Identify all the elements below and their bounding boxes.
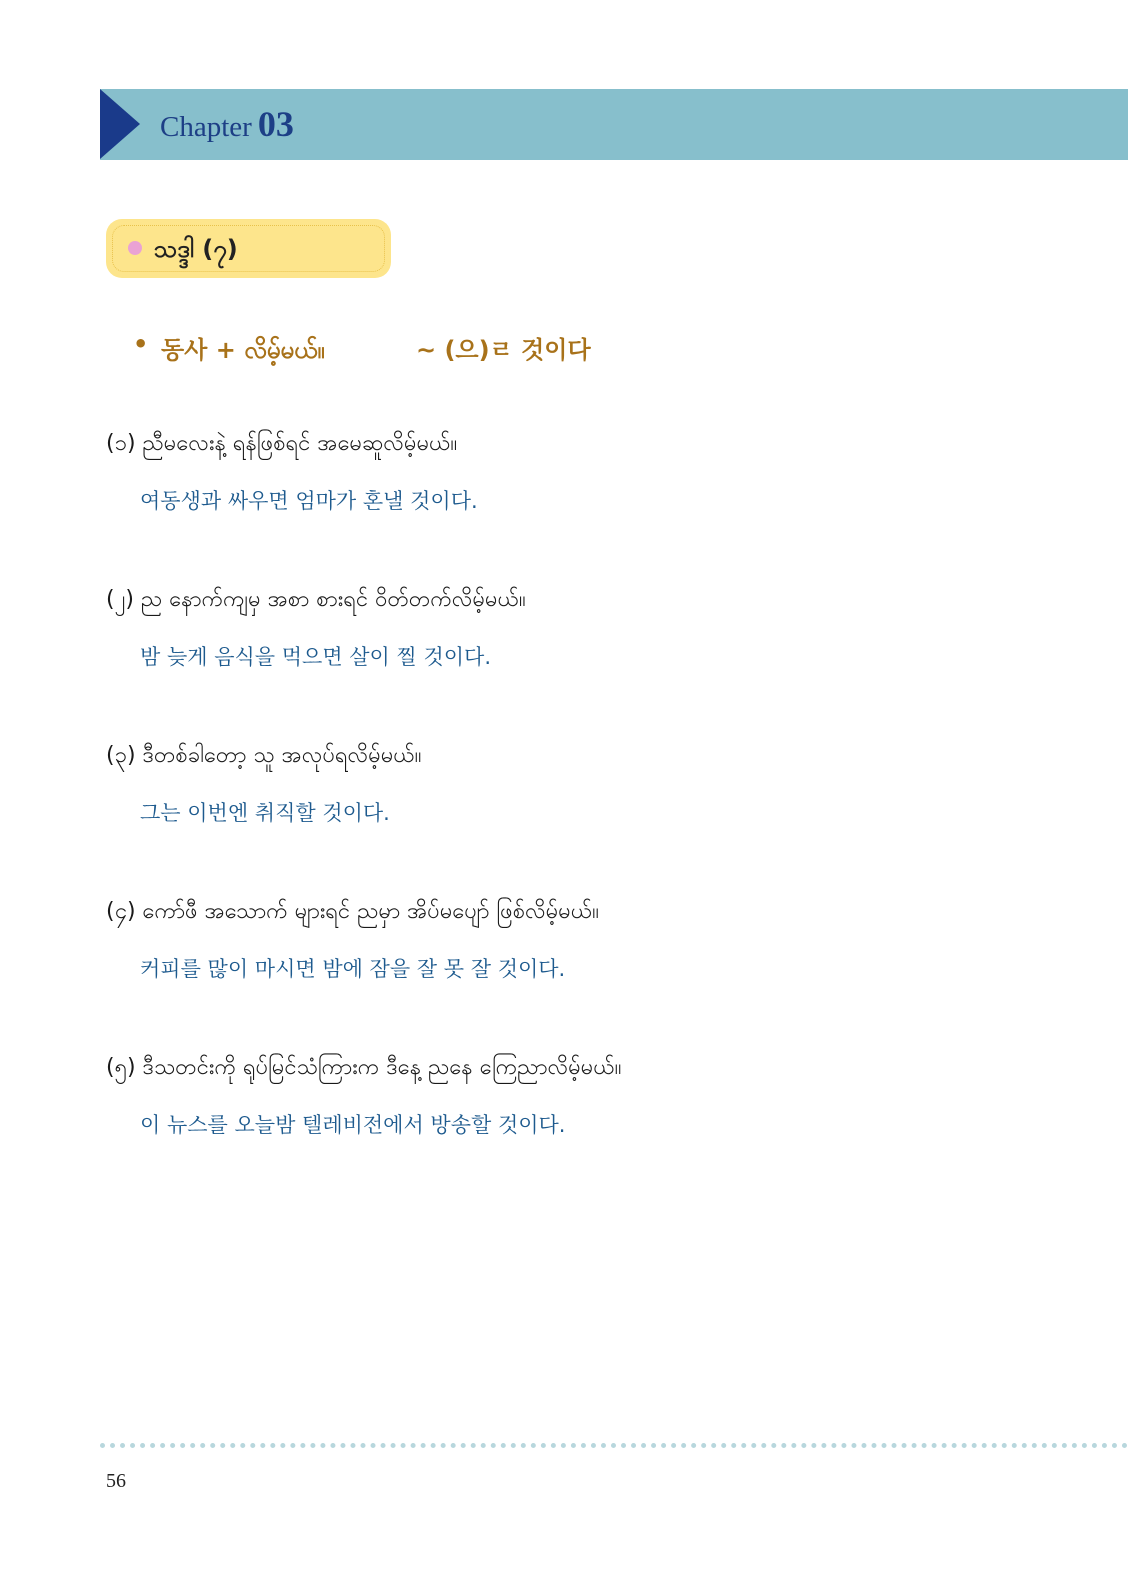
example-korean-translation: 밤 늦게 음식을 먹으면 살이 찔 것이다.	[140, 645, 492, 669]
chapter-title	[160, 103, 294, 145]
example-korean-translation: 이 뉴스를 오늘밤 텔레비전에서 방송할 것이다.	[140, 1113, 566, 1137]
bullet-icon: •	[133, 330, 149, 358]
example-myanmar-sentence: (၂) ည နောက်ကျမှ အစာ စားရင် ဝိတ်တက်လိမ့်မယ်။	[106, 587, 526, 612]
grammar-pattern-badge	[106, 219, 391, 278]
chapter-word: Chapter	[160, 111, 252, 143]
example-korean-translation: 그는 이번엔 취직할 것이다.	[140, 801, 390, 825]
chapter-arrow-icon	[100, 89, 140, 159]
example-item	[106, 428, 478, 515]
grammar-meaning-text: ~ (으)ㄹ 것이다	[416, 336, 591, 364]
example-item	[106, 584, 526, 671]
example-item	[106, 896, 599, 983]
example-myanmar-sentence: (၅) ဒီသတင်းကို ရုပ်မြင်သံကြားက ဒီနေ့ ညနေ ကြေညာလိမ့်မယ်။	[106, 1055, 622, 1080]
chapter-number: 03	[257, 104, 294, 144]
example-item	[106, 740, 421, 827]
grammar-pattern-text: 동사 + လိမ့်မယ်။	[161, 336, 325, 364]
example-item	[106, 1052, 621, 1139]
example-korean-translation: 커피를 많이 마시면 밤에 잠을 잘 못 잘 것이다.	[140, 957, 566, 981]
example-myanmar-sentence: (၃) ဒီတစ်ခါတော့ သူ အလုပ်ရလိမ့်မယ်။	[106, 743, 422, 768]
badge-label: သဒ္ဒါ (၇)	[154, 235, 238, 263]
badge-dot-icon	[128, 241, 142, 255]
example-myanmar-sentence: (၄) ကော်ဖီ အသောက် များရင် ညမှာ အိပ်မပျော် ဖြစ်လိမ့်မယ်။	[106, 899, 599, 924]
footer-divider	[100, 1443, 1128, 1448]
example-korean-translation: 여동생과 싸우면 엄마가 혼낼 것이다.	[140, 489, 478, 513]
example-myanmar-sentence: (၁) ညီမလေးနဲ့ ရန်ဖြစ်ရင် အမေဆူလိမ့်မယ်။	[106, 431, 458, 456]
badge-dotted-border	[112, 225, 385, 272]
page-number: 56	[106, 1470, 126, 1492]
chapter-header-bar	[100, 89, 1128, 160]
